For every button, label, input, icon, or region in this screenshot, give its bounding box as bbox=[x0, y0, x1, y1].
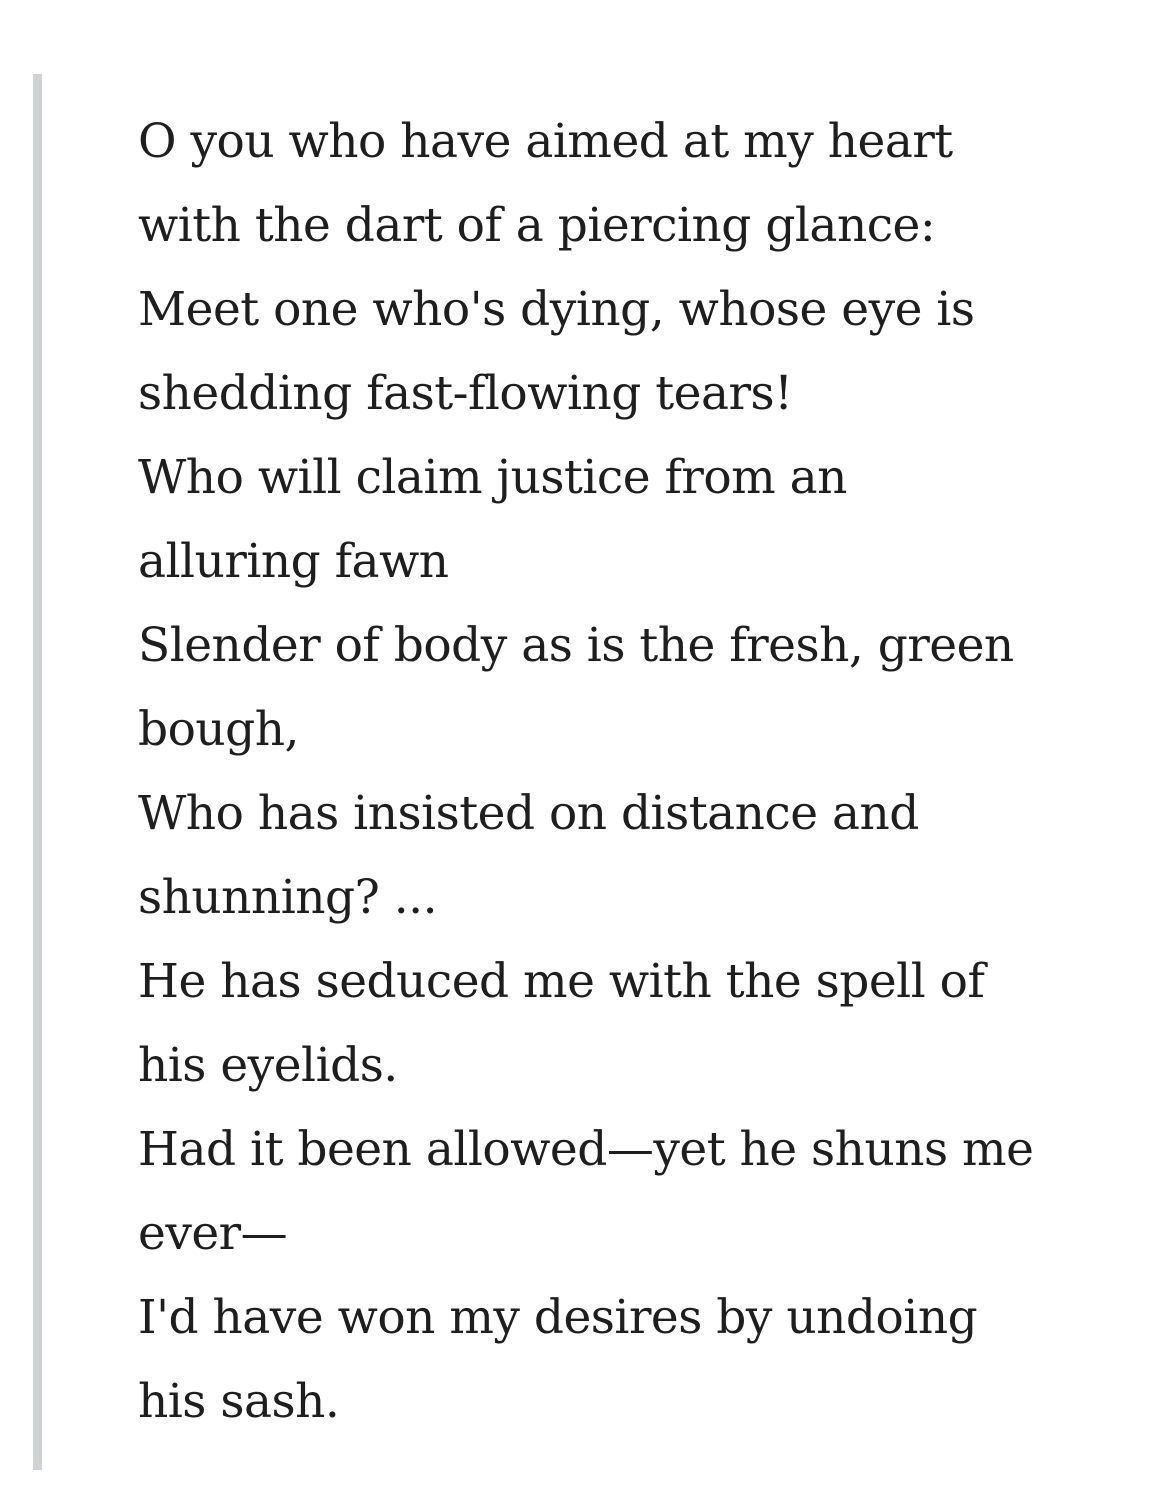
poem-line: with the dart of a piercing glance: bbox=[138, 198, 936, 253]
poem-line: Had it been allowed—yet he shuns me bbox=[138, 1122, 1034, 1177]
blockquote-rule bbox=[33, 74, 42, 1470]
poem-line: I'd have won my desires by undoing bbox=[138, 1290, 978, 1345]
poem-line: ever— bbox=[138, 1206, 288, 1261]
poem-line: Meet one who's dying, whose eye is bbox=[138, 282, 975, 337]
poem-line: O you who have aimed at my heart bbox=[138, 114, 953, 169]
poem-blockquote bbox=[138, 100, 1098, 1444]
poem-line: bough, bbox=[138, 702, 299, 757]
poem-line: shedding fast-flowing tears! bbox=[138, 366, 793, 421]
poem-line: alluring fawn bbox=[138, 534, 449, 589]
poem-line: Who has insisted on distance and bbox=[138, 786, 919, 841]
poem-line: his eyelids. bbox=[138, 1038, 398, 1093]
poem-line: He has seduced me with the spell of bbox=[138, 954, 985, 1009]
poem-line: Slender of body as is the fresh, green bbox=[138, 618, 1014, 673]
poem-line: Who will claim justice from an bbox=[138, 450, 847, 505]
poem-line: his sash. bbox=[138, 1374, 340, 1429]
poem-line: shunning? ... bbox=[138, 870, 438, 925]
